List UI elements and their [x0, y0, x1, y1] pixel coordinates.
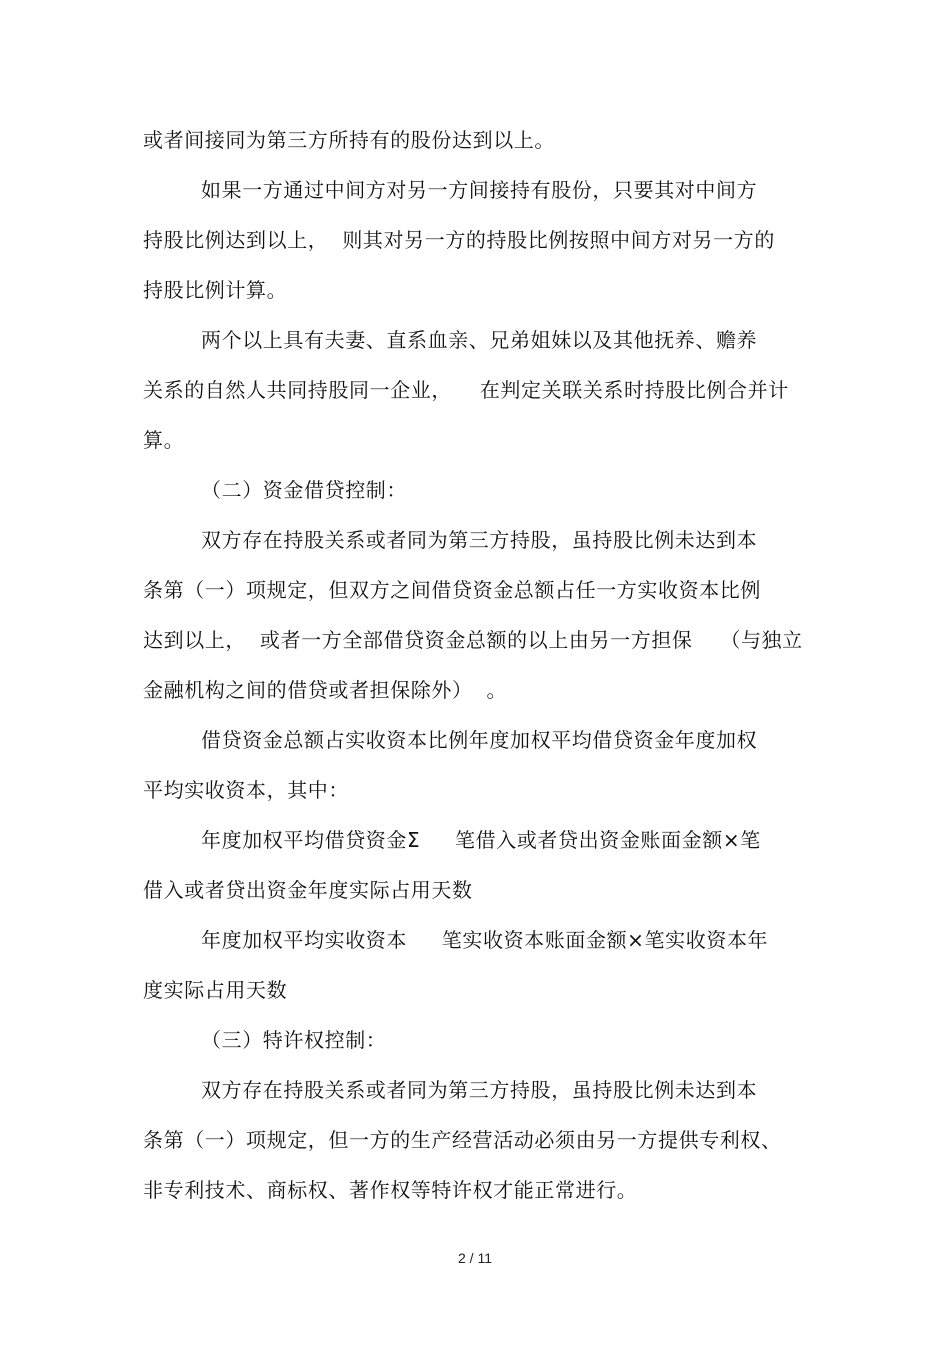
text-line: 或者间接同为第三方所持有的股份达到以上。	[143, 128, 555, 152]
text-line: 持股比例达到以上， 则其对另一方的持股比例按照中间方对另一方的	[143, 228, 775, 252]
text-line: 算。	[143, 428, 185, 452]
text-line: 双方存在持股关系或者同为第三方持股，虽持股比例未达到本	[201, 1078, 758, 1102]
text-line: 条第（一）项规定，但一方的生产经营活动必须由另一方提供专利权、	[143, 1128, 782, 1152]
text-line: 持股比例计算。	[143, 278, 288, 302]
formula-line: 度实际占用天数	[143, 978, 288, 1002]
text-line: 如果一方通过中间方对另一方间接持有股份，只要其对中间方	[201, 178, 758, 202]
formula-line: 年度加权平均实收资本 笔实收资本账面金额×笔实收资本年	[201, 928, 769, 952]
text-line: 借贷资金总额占实收资本比例年度加权平均借贷资金年度加权	[201, 728, 758, 752]
text-line: 条第（一）项规定，但双方之间借贷资金总额占任一方实收资本比例	[143, 578, 761, 602]
formula-line: 年度加权平均借贷资金Σ 笔借入或者贷出资金账面金额×笔	[201, 828, 761, 852]
text-line: 关系的自然人共同持股同一企业， 在判定关联关系时持股比例合并计	[143, 378, 789, 402]
text-line: 双方存在持股关系或者同为第三方持股，虽持股比例未达到本	[201, 528, 758, 552]
text-line: 非专利技术、商标权、著作权等特许权才能正常进行。	[143, 1178, 638, 1202]
text-line: 平均实收资本，其中：	[143, 778, 349, 802]
text-line: 两个以上具有夫妻、直系血亲、兄弟姐妹以及其他抚养、赡养	[201, 328, 758, 352]
section-heading: （三）特许权控制：	[201, 1028, 387, 1052]
text-line: 达到以上， 或者一方全部借贷资金总额的以上由另一方担保 （与独立	[143, 628, 803, 652]
page-number: 2 / 11	[458, 1250, 492, 1266]
formula-line: 借入或者贷出资金年度实际占用天数	[143, 878, 473, 902]
text-line: 金融机构之间的借贷或者担保除外） 。	[143, 678, 508, 702]
section-heading: （二）资金借贷控制：	[201, 478, 407, 502]
